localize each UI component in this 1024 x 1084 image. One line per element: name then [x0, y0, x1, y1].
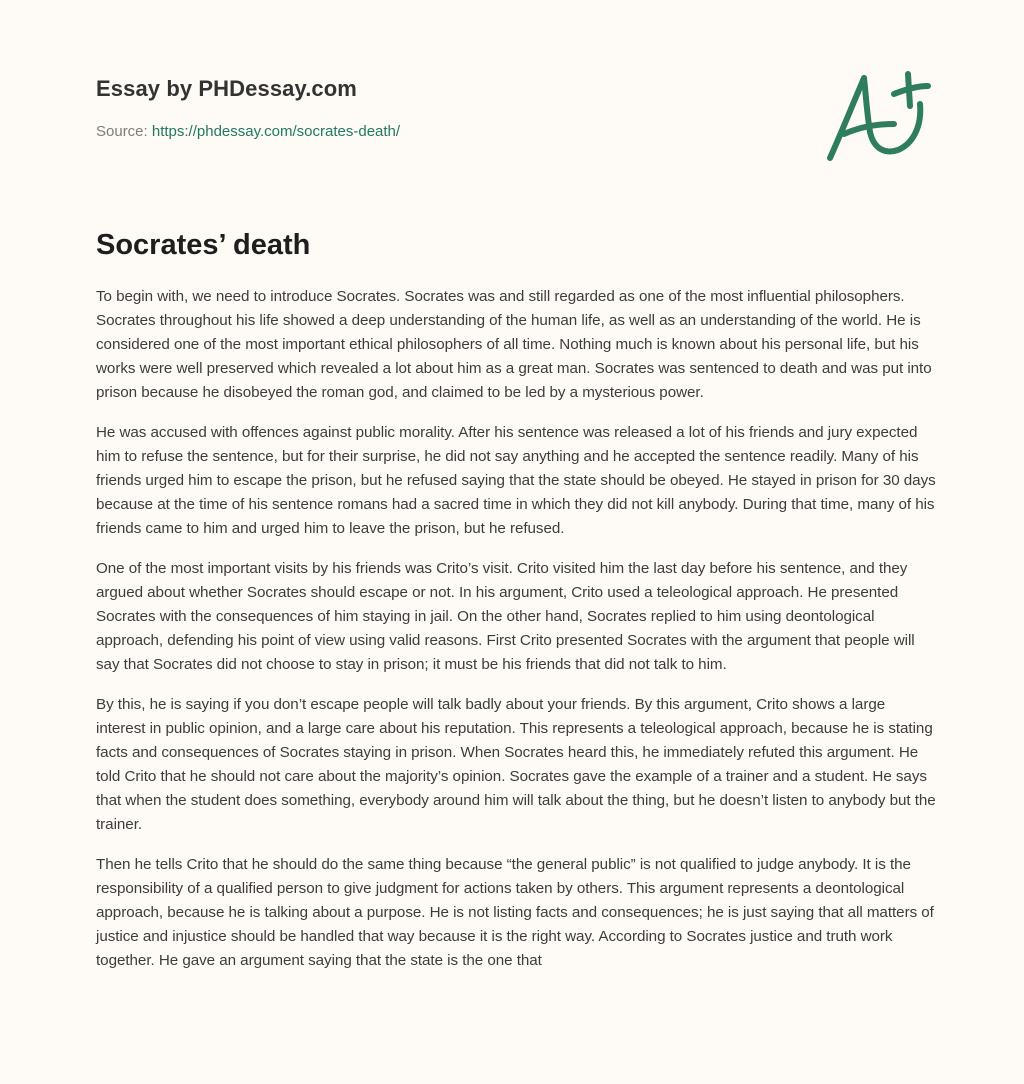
source-link[interactable]: https://phdessay.com/socrates-death/ [151, 123, 401, 140]
essay-paragraph: To begin with, we need to introduce Socrates. Socrates was and still regarded as one of the most influential philosophers. Socrates throughout his life showed a deep understanding of the human life, as well as an understanding of the world. He is considered one of the most important ethical philosophers of all time. Nothing much is known about his personal life, but his works were well preserved which revealed a lot about him as a great man. Socrates was sentenced to death and was put into prison because he disobeyed the roman god, and claimed to be led by a mysterious power. [96, 288, 932, 401]
essay-paragraph: By this, he is saying if you don’t escape people will talk badly about your friends. By this argument, Crito shows a large interest in public opinion, and a large care about his reputation. This represents a teleological approach, because he is stating facts and consequences of Socrates staying in prison. When Socrates heard this, he immediately refuted this argument. He told Crito that he should not care about the majority’s opinion. Socrates gave the example of a trainer and a student. He says that when the student does something, everybody around him will talk about the thing, but he doesn’t listen to anybody but the trainer. [96, 696, 936, 833]
essay-paragraph: One of the most important visits by his friends was Crito’s visit. Crito visited him the last day before his sentence, and they argued about whether Socrates should escape or not. In his argument, Crito used a teleological approach. He presented Socrates with the consequences of him staying in jail. On the other hand, Socrates replied to him using deontological approach, defending his point of view using valid reasons. First Crito presented Socrates with the argument that people will say that Socrates did not choose to stay in prison; it must be his friends that did not talk to him. [96, 560, 915, 673]
essay-paragraph: He was accused with offences against public morality. After his sentence was released a lot of his friends and jury expected him to refuse the sentence, but for their surprise, he did not say anything and he accepted the sentence readily. Many of his friends urged him to escape the prison, but he refused saying that the state should be obeyed. He stayed in prison for 30 days because at the time of his sentence romans had a sacred time in which they did not kill anybody. During that time, many of his friends came to him and urged him to leave the prison, but he refused. [96, 424, 936, 537]
page-header [96, 74, 736, 142]
a-plus-grade-icon [822, 66, 932, 166]
source-line [96, 122, 736, 142]
essay-title: Socrates’ death [96, 229, 311, 261]
essay-body [96, 285, 936, 989]
essay-paragraph: Then he tells Crito that he should do the same thing because “the general public” is not qualified to judge anybody. It is the responsibility of a qualified person to give judgment for actions taken by others. This argument represents a deontological approach, because he is talking about a purpose. He is not listing facts and consequences; he is just saying that all matters of justice and injustice should be handled that way because it is the right way. According to Socrates justice and truth work together. He gave an argument saying that the state is the one that [96, 856, 934, 969]
site-title: Essay by PHDessay.com [96, 76, 357, 101]
source-label: Source: [96, 123, 152, 140]
